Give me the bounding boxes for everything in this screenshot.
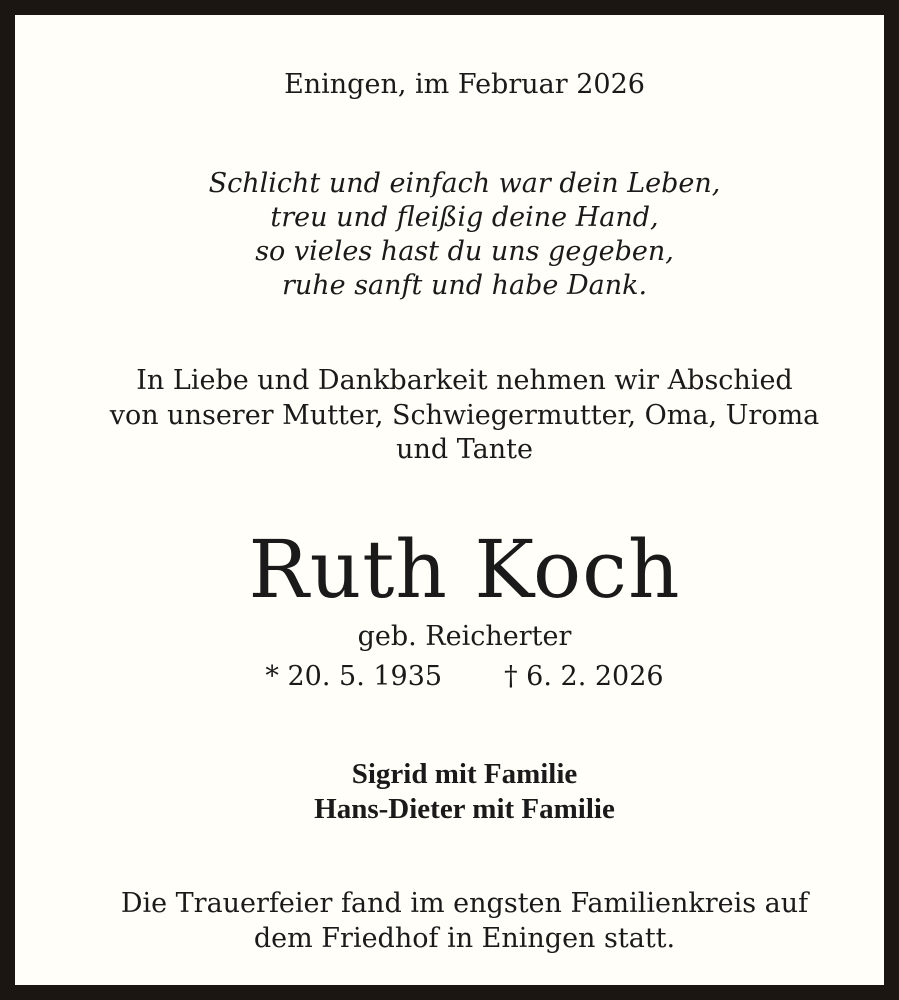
notice-line-1: Die Trauerfeier fand im engsten Familienkreis auf bbox=[120, 888, 809, 919]
poem-line-1: Schlicht und einfach war dein Leben, bbox=[208, 168, 721, 199]
mourner-2: Hans-Dieter mit Familie bbox=[314, 793, 615, 825]
deceased-name: Ruth Koch bbox=[248, 523, 681, 616]
place-date: Eningen, im Februar 2026 bbox=[284, 69, 645, 100]
life-dates bbox=[30, 663, 899, 690]
intro-line-3: und Tante bbox=[396, 434, 533, 465]
birth-name: geb. Reicherter bbox=[357, 621, 572, 652]
notice-line-2: dem Friedhof in Eningen statt. bbox=[253, 923, 676, 954]
intro-line-2: von unserer Mutter, Schwiegermutter, Oma, Uroma bbox=[109, 400, 820, 431]
intro-line-1: In Liebe und Dankbarkeit nehmen wir Abschied bbox=[136, 365, 793, 396]
birth-date: * 20. 5. 1935 bbox=[265, 661, 443, 692]
poem-line-2: treu und fleißig deine Hand, bbox=[270, 202, 659, 233]
death-date: † 6. 2. 2026 bbox=[504, 661, 664, 692]
mourner-1: Sigrid mit Familie bbox=[351, 758, 578, 790]
poem-line-4: ruhe sanft und habe Dank. bbox=[281, 270, 648, 301]
poem-line-3: so vieles hast du uns gegeben, bbox=[255, 236, 674, 267]
